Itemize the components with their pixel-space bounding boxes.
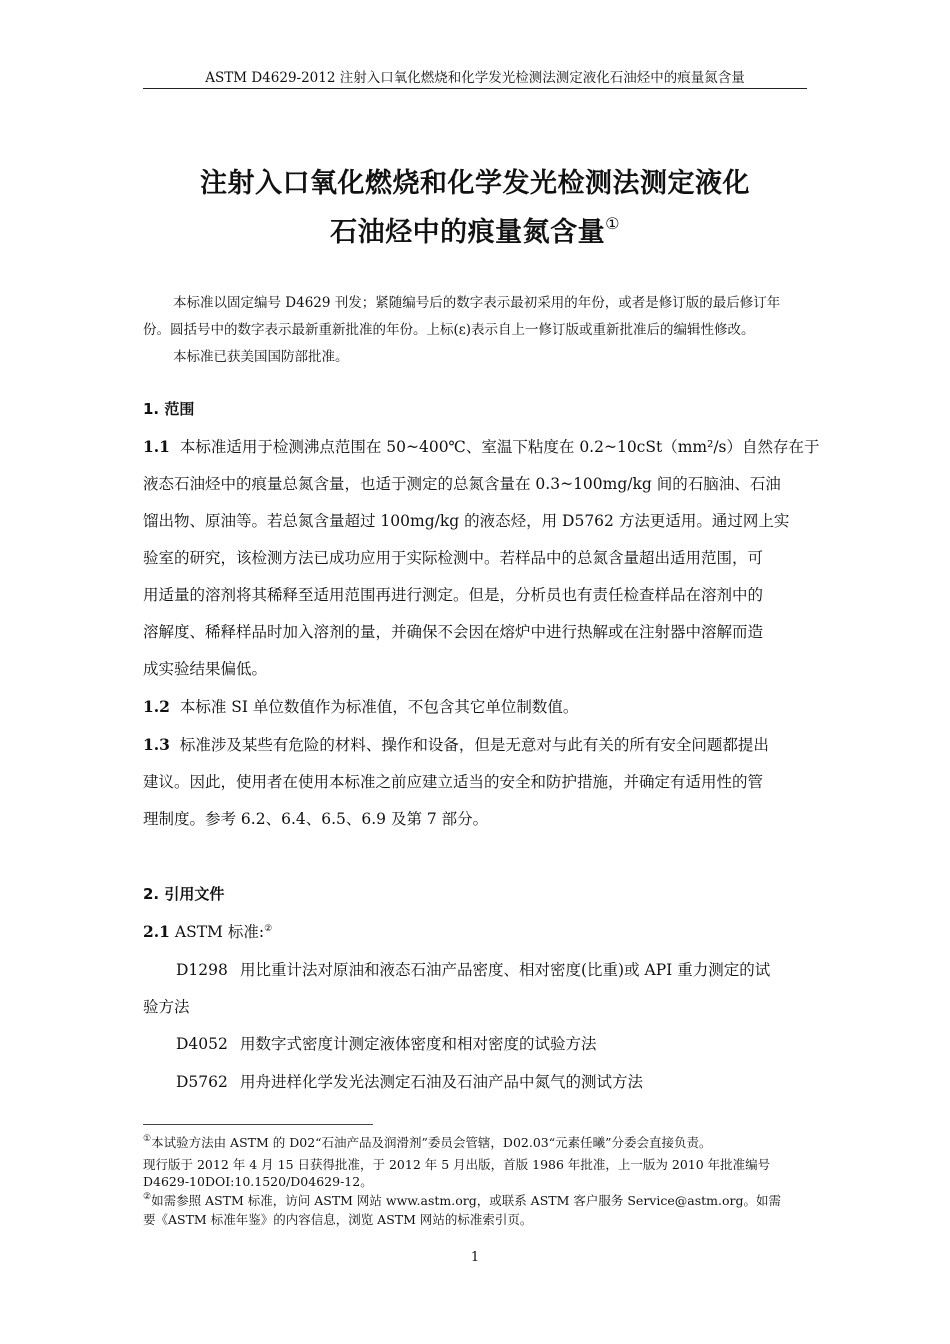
clause-1-1-line-7: 成实验结果偏低。	[143, 660, 268, 678]
section-2-heading: 2. 引用文件	[143, 885, 225, 903]
clause-1-3-number: 1.3	[143, 735, 170, 754]
reference-d1298-continued: 验方法	[143, 998, 190, 1016]
clause-2-1	[143, 920, 807, 942]
clause-2-1-footnote-mark: ②	[264, 924, 273, 934]
clause-1-1-text: 本标准适用于检测沸点范围在 50~400℃、室温下粘度在 0.2~10cSt（mm²/s）自然存在于	[179, 438, 820, 456]
footnote-2-text: 如需参照 ASTM 标准，访问 ASTM 网站 www.astm.org，或联系 ASTM 客户服务 Service@astm.org。如需	[151, 1193, 781, 1208]
clause-1-2-text: 本标准 SI 单位数值作为标准值，不包含其它单位制数值。	[179, 698, 579, 716]
footnote-2-line-2: 要《ASTM 标准年鉴》的内容信息，浏览 ASTM 网站的标准索引页。	[143, 1212, 533, 1227]
footnote-1-line-3: D4629-10DOI:10.1520/D04629-12。	[143, 1174, 373, 1189]
clause-2-1-number: 2.1	[143, 922, 170, 941]
clause-1-1-line-2: 液态石油烃中的痕量总氮含量，也适于测定的总氮含量在 0.3~100mg/kg 间的石脑油、石油	[143, 475, 781, 493]
reference-code: D4052	[176, 1035, 228, 1053]
page-number: 1	[470, 1250, 480, 1265]
clause-1-3-line-2: 建议。因此，使用者在使用本标准之前应建立适当的安全和防护措施，并确定有适用性的管	[143, 773, 764, 791]
clause-1-1-line-5: 用适量的溶剂将其稀释至适用范围再进行测定。但是，分析员也有责任检查样品在溶剂中的	[143, 586, 764, 604]
footnote-1-text: 本试验方法由 ASTM 的 D02“石油产品及润滑剂”委员会管辖，D02.03“元素任曦”分委会直接负责。	[151, 1135, 712, 1150]
preamble-p2: 本标准已获美国国防部批准。	[173, 349, 349, 365]
clause-1-2	[143, 695, 807, 717]
clause-2-1-text: ASTM 标准:	[169, 923, 265, 941]
clause-1-2-number: 1.2	[143, 697, 170, 716]
reference-title: 用数字式密度计测定液体密度和相对密度的试验方法	[240, 1035, 597, 1053]
clause-1-1-line-3: 馏出物、原油等。若总氮含量超过 100mg/kg 的液态烃，用 D5762 方法更适用。通过网上实	[143, 512, 790, 530]
footnote-1-mark: ①	[143, 1134, 152, 1144]
document-title-line-2	[143, 210, 807, 249]
title-line-2-text: 石油烃中的痕量氮含量	[330, 217, 606, 248]
footnote-2-mark: ②	[143, 1192, 152, 1202]
reference-title: 用舟进样化学发光法测定石油及石油产品中氮气的测试方法	[240, 1073, 644, 1091]
clause-1-3-line-3: 理制度。参考 6.2、6.4、6.5、6.9 及第 7 部分。	[143, 810, 489, 828]
header-rule	[143, 88, 807, 89]
preamble-p1-line-1: 本标准以固定编号 D4629 刊发；紧随编号后的数字表示最初采用的年份，或者是修订版的最后修订年	[173, 295, 781, 311]
clause-1-3-line-1	[143, 733, 807, 755]
footnote-1-line-2: 现行版于 2012 年 4 月 15 日获得批准，于 2012 年 5 月出版，首版 1986 年批准，上一版为 2010 年批准编号	[143, 1157, 771, 1172]
title-footnote-mark: ①	[605, 214, 620, 233]
clause-1-3-text: 标准涉及某些有危险的材料、操作和设备，但是无意对与此有关的所有安全问题都提出	[179, 736, 769, 754]
reference-title: 用比重计法对原油和液态石油产品密度、相对密度(比重)或 API 重力测定的试	[240, 961, 771, 979]
clause-1-1-line-4: 验室的研究，该检测方法已成功应用于实际检测中。若样品中的总氮含量超出适用范围，可	[143, 549, 764, 567]
reference-d1298	[176, 958, 840, 980]
footnote-1-line-1	[143, 1133, 807, 1151]
section-1-heading: 1. 范围	[143, 400, 195, 418]
reference-code: D1298	[176, 961, 228, 979]
running-header: ASTM D4629-2012 注射入口氧化燃烧和化学发光检测法测定液化石油烃中的痕量氮含量	[205, 70, 745, 86]
document-title-line-1: 注射入口氧化燃烧和化学发光检测法测定液化	[200, 168, 750, 199]
clause-1-1-line-6: 溶解度、稀释样品时加入溶剂的量，并确保不会因在熔炉中进行热解或在注射器中溶解而造	[143, 623, 764, 641]
clause-1-1-line-1	[143, 435, 820, 457]
footnote-2-line-1	[143, 1191, 807, 1209]
reference-d5762	[176, 1070, 840, 1092]
footnote-rule	[143, 1124, 373, 1125]
clause-1-1-number: 1.1	[143, 437, 170, 456]
preamble-p1-line-2: 份。圆括号中的数字表示最新重新批准的年份。上标(ε)表示自上一修订版或重新批准后的编辑性修改。	[143, 322, 755, 338]
reference-code: D5762	[176, 1073, 228, 1091]
reference-d4052	[176, 1032, 840, 1054]
